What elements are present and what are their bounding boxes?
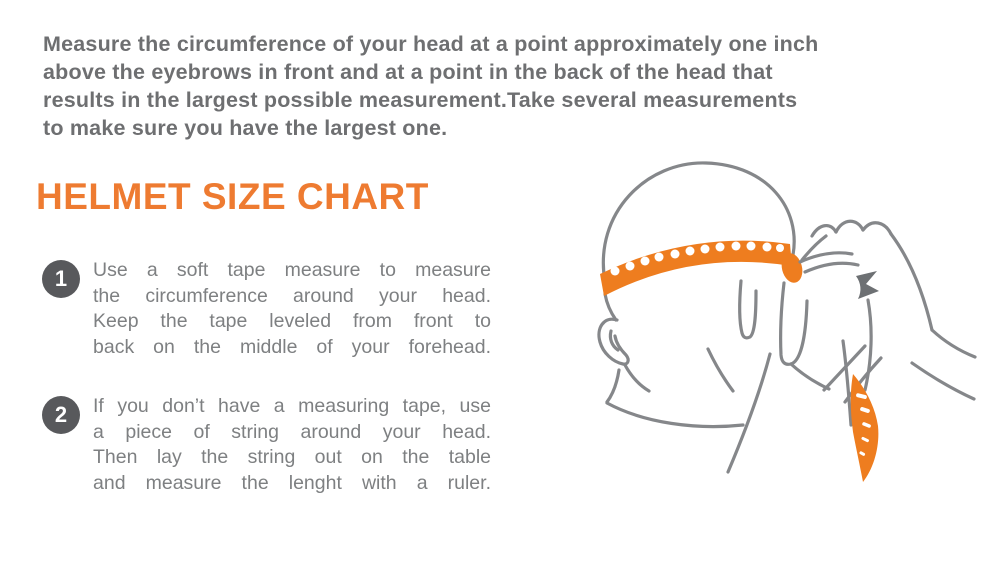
step-1 [42,258,491,360]
intro-line-4: to make sure you have the largest one. [43,116,448,140]
tape-hanging-end [851,374,879,482]
finger-crease-2 [805,263,858,272]
finger-tail-line [791,364,829,389]
ear-outline [599,319,628,364]
step-2-line-3: Then lay the string out on the table [93,446,491,468]
knuckle-2 [836,221,863,232]
step-2-line-2: a piece of string around your head. [93,420,491,443]
step-1-number-badge: 1 [42,260,80,298]
jaw-line [625,365,649,391]
step-2 [42,394,491,496]
forearm-line-2 [912,363,974,399]
step-2-line-4: and measure the lenght with a ruler. [93,471,491,494]
page-title: HELMET SIZE CHART [36,176,429,217]
measuring-tape-band [600,241,805,296]
step-1-line-3: Keep the tape leveled from front to [93,310,491,332]
step-2-number-badge: 2 [42,396,80,434]
finger-gap-shadow [856,271,879,299]
finger-loop-left [740,281,756,338]
tape-end-shape [851,374,879,482]
temple-line [605,294,616,320]
head-outline [599,163,794,472]
step-1-text [93,258,491,360]
intro-line-1: Measure the circumference of your head at a point approximately one inch [43,32,819,56]
neck-line [607,370,619,402]
head-measurement-illustration [560,148,1000,568]
step-1-line-1: Use a soft tape measure to measure [93,259,491,281]
back-line [728,354,770,472]
step-2-text [93,394,491,496]
intro-line-2: above the eyebrows in front and at a point in the back of the head that [43,60,773,84]
forearm-line-1 [932,330,975,357]
step-1-line-4: back on the middle of your forehead. [93,335,491,358]
step-1-line-2: the circumference around your head. [93,284,491,307]
wrist-line [843,341,851,425]
intro-line-3: results in the largest possible measurement.Take several measurements [43,88,798,112]
knuckle-3 [863,223,891,234]
intro-paragraph [43,30,818,142]
step-2-line-1: If you don’t have a measuring tape, use [93,395,491,417]
finger-loop-right [781,283,807,364]
knuckle-1 [812,226,836,236]
cheek-line [708,349,733,391]
shoulder-line [607,403,743,427]
hand-outer-edge [891,234,932,330]
